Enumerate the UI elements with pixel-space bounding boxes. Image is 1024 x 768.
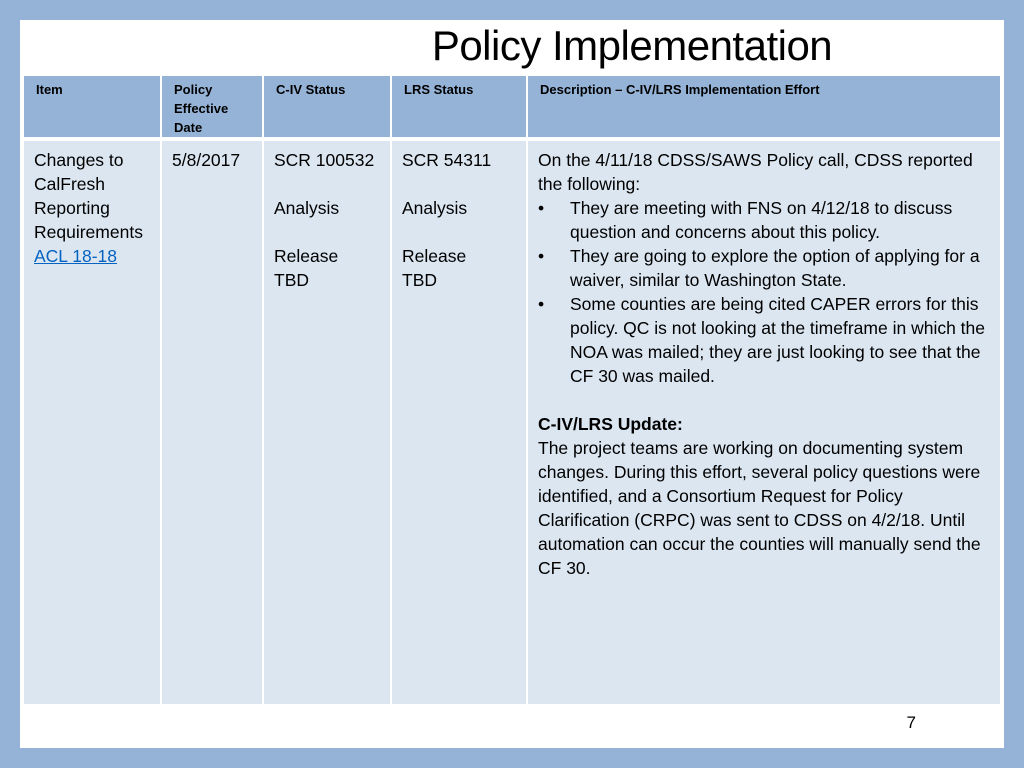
bullet-icon: • — [538, 246, 545, 266]
header-item: Item — [24, 76, 161, 139]
bullet-text: Some counties are being cited CAPER errors for this policy. QC is not looking at the timeframe in which the NOA was mailed; they are just looking to see that the CF 30 was mailed. — [570, 294, 986, 386]
lrs-analysis: Analysis — [402, 198, 468, 218]
bullet-text: They are meeting with FNS on 4/12/18 to discuss question and concerns about this policy. — [570, 198, 953, 242]
lrs-release: Release — [402, 246, 467, 266]
update-heading: C-IV/LRS Update: — [538, 414, 683, 434]
list-item — [538, 196, 990, 244]
acl-link[interactable]: ACL 18-18 — [34, 246, 118, 266]
cell-civ-status — [263, 139, 391, 704]
header-policy-effective-date — [161, 76, 263, 139]
table-row — [24, 139, 1000, 704]
header-date-line: Policy — [174, 82, 213, 97]
update-text: The project teams are working on documenting system changes. During this effort, several policy questions were identified, and a Consortium Request for Policy Clarification (CRPC) was sent to CDSS on 4/2/18. Until automation can occur the counties will manually send the CF 30. — [538, 438, 981, 578]
page-number: 7 — [906, 713, 916, 732]
cell-lrs-status — [391, 139, 527, 704]
lrs-scr: SCR 54311 — [402, 150, 492, 170]
bullet-icon: • — [538, 294, 545, 314]
table-header-row — [24, 76, 1000, 139]
cell-item — [24, 139, 161, 704]
page-title: Policy Implementation — [431, 22, 833, 69]
civ-release: Release — [274, 246, 339, 266]
header-civ-status: C-IV Status — [263, 76, 391, 139]
civ-analysis: Analysis — [274, 198, 340, 218]
header-date-line: Effective — [174, 101, 229, 116]
list-item — [538, 244, 990, 292]
header-description: Description – C-IV/LRS Implementation Effort — [527, 76, 1000, 139]
cell-effective-date: 5/8/2017 — [161, 139, 263, 704]
list-item — [538, 292, 990, 388]
civ-scr: SCR 100532 — [274, 150, 375, 170]
description-intro: On the 4/11/18 CDSS/SAWS Policy call, CDSS reported the following: — [538, 150, 973, 194]
civ-tbd: TBD — [274, 270, 309, 290]
bullet-text: They are going to explore the option of applying for a waiver, similar to Washington State. — [570, 246, 980, 290]
item-line: Reporting — [34, 198, 110, 218]
cell-description — [527, 139, 1000, 704]
item-line: CalFresh — [34, 174, 105, 194]
header-date-line: Date — [174, 120, 203, 135]
bullet-icon: • — [538, 198, 545, 218]
description-bullets — [538, 196, 990, 388]
lrs-tbd: TBD — [402, 270, 437, 290]
slide — [20, 20, 1004, 748]
header-lrs-status: LRS Status — [391, 76, 527, 139]
item-line: Requirements — [34, 222, 143, 242]
item-line: Changes to — [34, 150, 124, 170]
policy-table — [24, 76, 1000, 704]
